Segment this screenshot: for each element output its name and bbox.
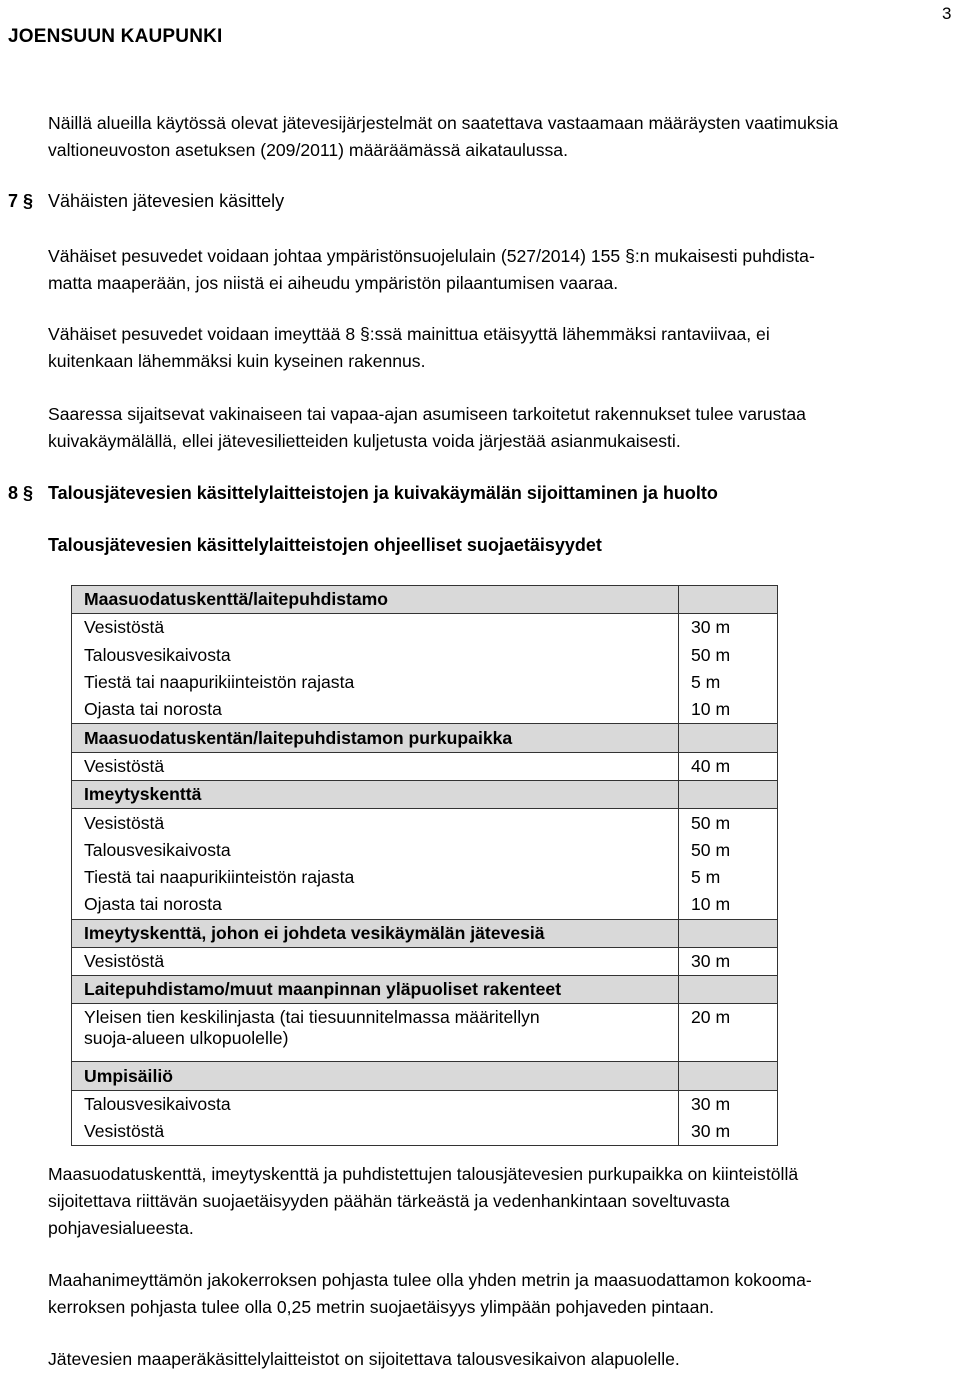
table-group-heading — [72, 724, 778, 752]
table-row — [72, 837, 778, 864]
table-row — [72, 1090, 778, 1118]
table-group-heading — [72, 976, 778, 1004]
table-value-cell: 10 m — [679, 696, 778, 724]
table-group-heading — [72, 586, 778, 614]
text-line: suoja-alueen ulkopuolelle) — [84, 1028, 289, 1049]
after-paragraph-3 — [48, 1346, 680, 1373]
table-label-cell — [72, 1004, 679, 1062]
page-number: 3 — [942, 4, 952, 23]
after-paragraph-2 — [48, 1267, 812, 1321]
table-row — [72, 891, 778, 919]
table-value-cell: 30 m — [679, 1118, 778, 1146]
text-line: Vähäiset pesuvedet voidaan johtaa ympäristönsuojelulain (527/2014) 155 §:n mukaisesti puhdista- — [48, 246, 815, 266]
text-line: kerroksen pohjasta tulee olla 0,25 metrin suojaetäisyys ylimpään pohjaveden pintaan. — [48, 1297, 715, 1317]
section-8-title: Talousjätevesien käsittelylaitteistojen ja kuivakäymälän sijoittaminen ja huolto — [48, 483, 718, 503]
table-label-cell: Vesistöstä — [72, 1118, 679, 1146]
table-heading-cell: Maasuodatuskenttä/laitepuhdistamo — [72, 586, 679, 614]
table-label-cell: Vesistöstä — [72, 752, 679, 780]
table-value-cell: 50 m — [679, 642, 778, 669]
after-paragraph-1 — [48, 1161, 798, 1242]
intro-paragraph — [48, 110, 838, 164]
text-line: Saaressa sijaitsevat vakinaiseen tai vapaa-ajan asumiseen tarkoitetut rakennukset tulee varustaa — [48, 404, 806, 424]
table-group-heading — [72, 919, 778, 947]
table-label-cell: Vesistöstä — [72, 809, 679, 837]
text-line: sijoitettava riittävän suojaetäisyyden päähän tärkeästä ja vedenhankintaan soveltuvasta — [48, 1191, 730, 1211]
section-7-paragraph-1 — [48, 243, 815, 297]
table-value-cell: 30 m — [679, 614, 778, 642]
table-value-cell: 10 m — [679, 891, 778, 919]
text-line: kuivakäymälällä, ellei jätevesilietteiden kuljetusta voida järjestää asianmukaisesti. — [48, 431, 681, 451]
text-line: kuitenkaan lähemmäksi kuin kyseinen rakennus. — [48, 351, 426, 371]
table-row — [72, 1004, 778, 1062]
text-line: matta maaperään, jos niistä ei aiheudu ympäristön pilaantumisen vaaraa. — [48, 273, 619, 293]
distance-table — [71, 585, 778, 1146]
text-line: Yleisen tien keskilinjasta (tai tiesuunnitelmassa määritellyn — [84, 1007, 540, 1028]
table-value-cell: 5 m — [679, 669, 778, 696]
table-heading-cell: Maasuodatuskentän/laitepuhdistamon purkupaikka — [72, 724, 679, 752]
table-value-cell: 30 m — [679, 1090, 778, 1118]
text-line: Maahanimeyttämön jakokerroksen pohjasta tulee olla yhden metrin ja maasuodattamon kokooma- — [48, 1270, 812, 1290]
section-7-title: Vähäisten jätevesien käsittely — [48, 191, 285, 211]
table-row — [72, 1118, 778, 1146]
table-row — [72, 947, 778, 975]
table-heading-cell: Imeytyskenttä — [72, 781, 679, 809]
table-group-heading — [72, 781, 778, 809]
table-label-cell: Talousvesikaivosta — [72, 837, 679, 864]
table-heading-cell: Laitepuhdistamo/muut maanpinnan yläpuoliset rakenteet — [72, 976, 679, 1004]
table-row — [72, 864, 778, 891]
table-row — [72, 809, 778, 837]
table-label-cell: Ojasta tai norosta — [72, 891, 679, 919]
text-line: valtioneuvoston asetuksen (209/2011) määräämässä aikataulussa. — [48, 140, 568, 160]
table-row — [72, 696, 778, 724]
section-8-number: 8 § — [8, 483, 34, 503]
table-row — [72, 614, 778, 642]
table-label-cell: Vesistöstä — [72, 947, 679, 975]
text-line: pohjavesialueesta. — [48, 1218, 194, 1238]
table-row — [72, 752, 778, 780]
table-label-cell: Talousvesikaivosta — [72, 642, 679, 669]
organization-name: JOENSUUN KAUPUNKI — [8, 26, 223, 47]
section-7-number: 7 § — [8, 191, 34, 211]
text-line: Maasuodatuskenttä, imeytyskenttä ja puhdistettujen talousjätevesien purkupaikka on kiinteistöllä — [48, 1164, 799, 1184]
table-value-cell: 20 m — [679, 1004, 778, 1062]
table-label-cell: Talousvesikaivosta — [72, 1090, 679, 1118]
text-line: Näillä alueilla käytössä olevat jätevesijärjestelmät on saatettava vastaamaan määräysten vaatimuksia — [48, 113, 839, 133]
table-label-cell: Tiestä tai naapurikiinteistön rajasta — [72, 864, 679, 891]
table-label-cell: Vesistöstä — [72, 614, 679, 642]
table-row — [72, 642, 778, 669]
section-7-paragraph-3 — [48, 401, 806, 455]
table-heading-cell: Imeytyskenttä, johon ei johdeta vesikäymälän jätevesiä — [72, 919, 679, 947]
table-value-cell: 30 m — [679, 947, 778, 975]
text-line: Jätevesien maaperäkäsittelylaitteistot on sijoitettava talousvesikaivon alapuolelle. — [48, 1349, 680, 1369]
table-label-cell: Tiestä tai naapurikiinteistön rajasta — [72, 669, 679, 696]
table-value-cell: 50 m — [679, 837, 778, 864]
section-7-paragraph-2 — [48, 321, 770, 375]
table-value-cell: 50 m — [679, 809, 778, 837]
table-value-cell: 5 m — [679, 864, 778, 891]
text-line: Vähäiset pesuvedet voidaan imeyttää 8 §:ssä mainittua etäisyyttä lähemmäksi rantaviivaa, ei — [48, 324, 770, 344]
section-8-subtitle: Talousjätevesien käsittelylaitteistojen ohjeelliset suojaetäisyydet — [48, 535, 602, 555]
table-label-cell: Ojasta tai norosta — [72, 696, 679, 724]
table-value-cell: 40 m — [679, 752, 778, 780]
table-row — [72, 669, 778, 696]
table-heading-cell: Umpisäiliö — [72, 1062, 679, 1090]
table-group-heading — [72, 1062, 778, 1090]
